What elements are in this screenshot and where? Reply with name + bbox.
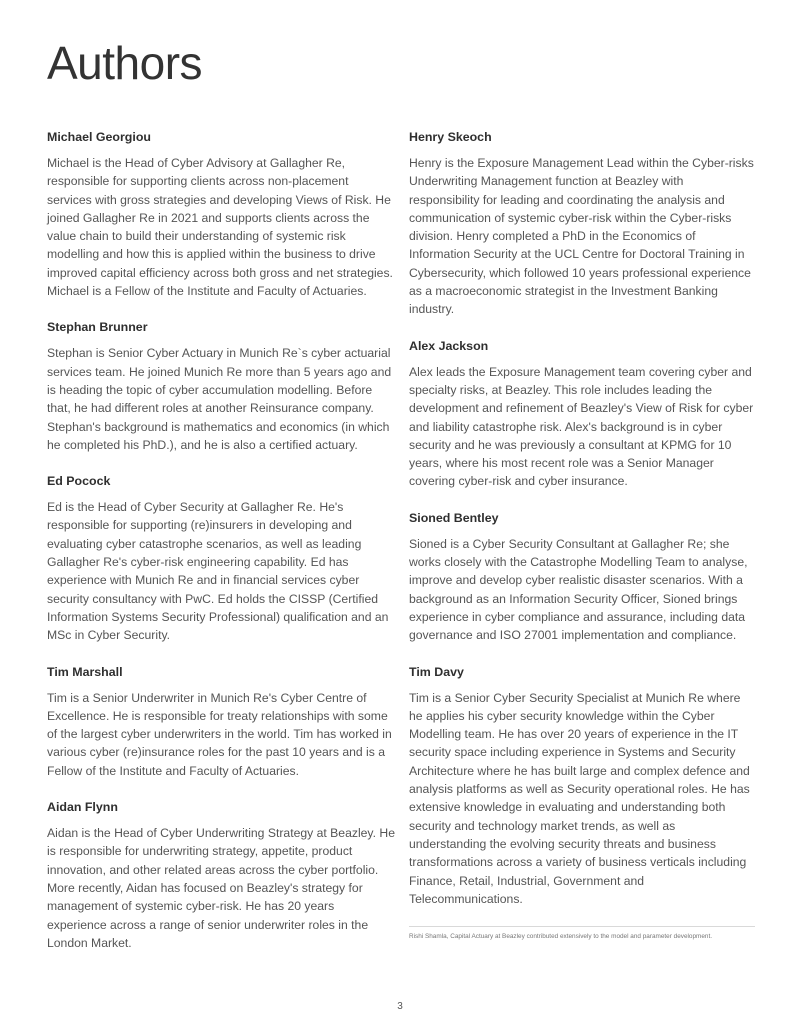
author-entry [47,472,395,644]
author-name: Tim Davy [409,664,464,679]
author-bio: Ed is the Head of Cyber Security at Gallagher Re. He's responsible for supporting (re)insurers in developing and evaluating cyber catastrophe scenarios, as well as leading Gallagher Re's cyber-risk engineering capability. Ed has experience with Munich Re and in financial services cyber security consultancy with PwC. Ed holds the CISSP (Certified Information Systems Security Professional) qualification and an MSc in Cyber Security. [47,500,389,643]
author-name: Alex Jackson [409,338,489,353]
author-name: Michael Georgiou [47,130,151,144]
author-entry [47,128,395,300]
right-author-column [409,128,755,941]
author-bio: Tim is a Senior Underwriter in Munich Re's Cyber Centre of Excellence. He is responsible for treaty relationships with some of the largest cyber underwriters in the world. Tim has worked in various cyber (re)insurance roles for the past 10 years and is a Fellow of the Institute and Faculty of Actuaries. [47,690,392,778]
left-author-column [47,128,395,970]
author-name: Aidan Flynn [47,800,118,815]
author-entry [409,509,755,645]
contributor-footnote: Rishi Shamla, Capital Actuary at Beazley contributed extensively to the model and parameter development. [409,926,755,941]
author-entry [409,128,755,319]
author-entry [47,798,395,952]
author-bio: Aidan is the Head of Cyber Underwriting Strategy at Beazley. He is responsible for underwriting strategy, appetite, product innovation, and other related areas across the cyber portfolio. More recently, Aidan has focused on Beazley's strategy for management of systemic cyber-risk. He has 20 years experience across a range of senior underwriter roles in the London Market. [47,826,395,950]
page-title: Authors [47,37,203,89]
author-name: Tim Marshall [47,664,123,679]
author-bio: Alex leads the Exposure Management team covering cyber and specialty risks, at Beazley. This role includes leading the development and refinement of Beazley's View of Risk for cyber and liability catastrophe risk. Alex's background is in cyber security and he was previously a consultant at KPMG for 10 years, where his most recent role was a Senior Manager covering cyber-risk and cyber insurance. [409,364,754,489]
author-bio: Henry is the Exposure Management Lead within the Cyber-risks Underwriting Management function at Beazley with responsibility for leading and coordinating the analysis and communication of systemic cyber-risk within the Cyber-risks division. Henry completed a PhD in the Economics of Information Security at the UCL Centre for Doctoral Training in Cybersecurity, which followed 10 years professional experience as a macroeconomic strategist in the Investment Banking industry. [409,156,754,317]
author-name: Ed Pocock [47,474,111,489]
author-name: Henry Skeoch [409,130,492,144]
author-bio: Michael is the Head of Cyber Advisory at Gallagher Re, responsible for supporting clients across non-placement services with gross strategies and developing Views of Risk. He joined Gallagher Re in 2021 and supports clients across the value chain to build their understanding of systemic risk modelling and how this is applied within the business to drive improved capital efficiency across both gross and net strategies. Michael is a Fellow of the Institute and Faculty of Actuaries. [47,156,393,299]
author-name: Stephan Brunner [47,320,148,335]
author-bio: Stephan is Senior Cyber Actuary in Munich Re`s cyber actuarial services team. He joined Munich Re more than 5 years ago and is heading the topic of cyber accumulation modelling. Before that, he had different roles at another Reinsurance company. Stephan's background is mathematics and economics (in which he completed his PhD.), and he is also a certified actuary. [47,346,392,452]
author-name: Sioned Bentley [409,510,499,525]
page-number: 3 [397,1001,403,1012]
author-entry [409,663,755,909]
author-bio: Sioned is a Cyber Security Consultant at Gallagher Re; she works closely with the Catastrophe Modelling Team to analyse, improve and develop cyber realistic disaster scenarios. With a background as an Information Security Officer, Sioned brings experience in cyber compliance and assurance, including data governance and ISO 27001 implementation and compliance. [409,536,748,643]
author-entry [409,337,755,491]
author-bio: Tim is a Senior Cyber Security Specialist at Munich Re where he applies his cyber security knowledge within the Cyber Modelling team. He has over 20 years of experience in the IT security space including experience in Systems and Security Architecture where he has built large and complex defence and analysis platforms as well as Security operational roles. He has extensive knowledge in evaluating and understanding both security and technology market trends, as well as understanding the evolving security threats and business transformations across a variety of business verticals including Finance, Retail, Industrial, Government and Telecommunications. [409,690,750,906]
author-entry [47,663,395,780]
author-entry [47,318,395,454]
